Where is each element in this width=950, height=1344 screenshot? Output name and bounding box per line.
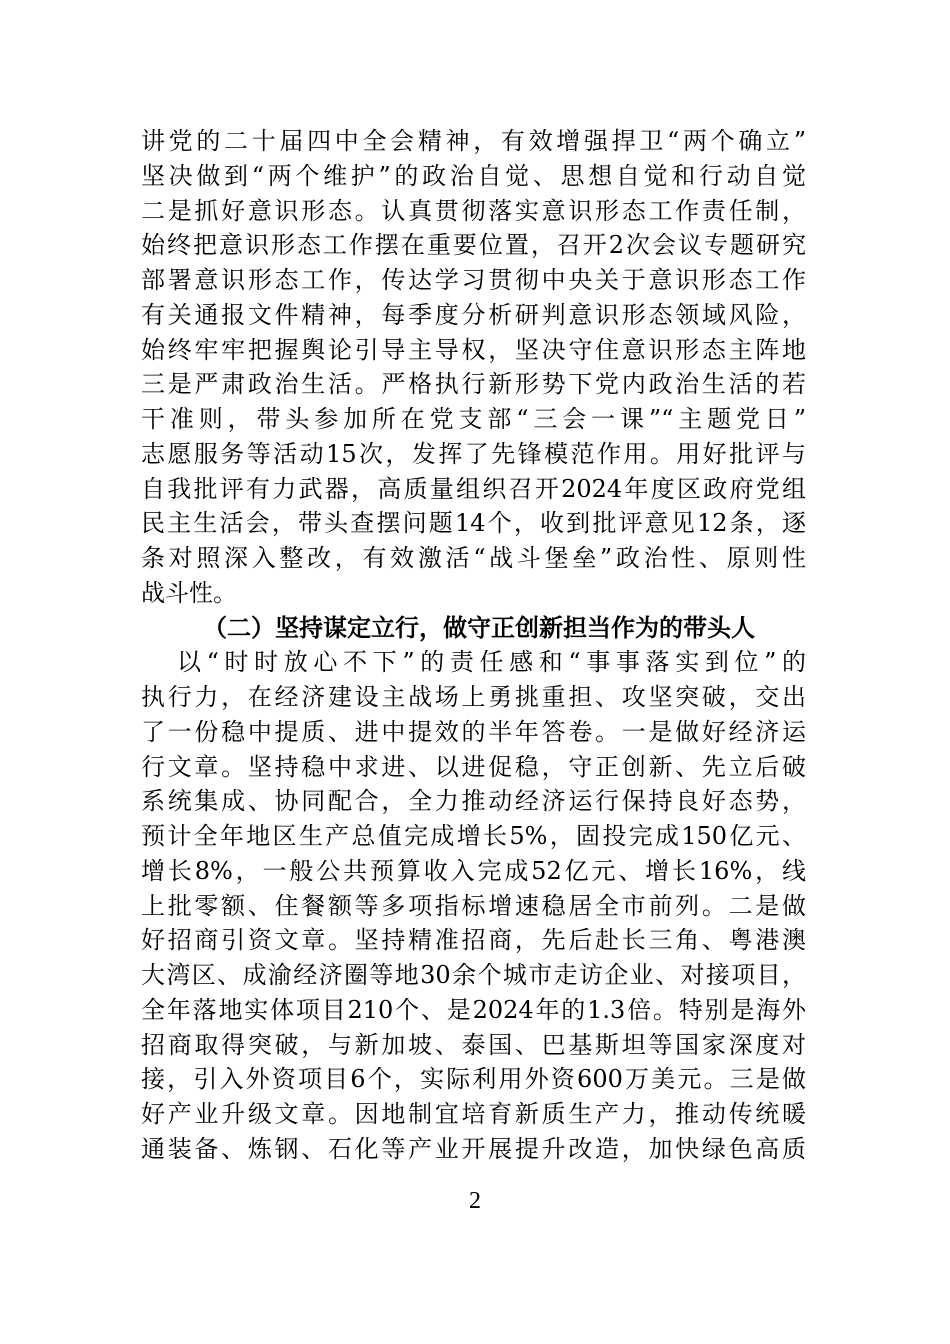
- text-line: 战斗性。: [141, 578, 237, 607]
- text-line: 二是抓好意识形态。认真贯彻落实意识形态工作责任制，: [141, 196, 806, 225]
- text-line: 始终牢牢把握舆论引导主导权，坚决守住意识形态主阵地: [141, 335, 806, 364]
- text-line: 有关通报文件精神，每季度分析研判意识形态领域风险，: [141, 300, 806, 329]
- text-line: 增长8%，一般公共预算收入完成52亿元、增长16%，线: [141, 856, 806, 885]
- page-number: 2: [469, 1188, 481, 1214]
- text-line: 条对照深入整改，有效激活“战斗堡垒”政治性、原则性: [141, 544, 806, 572]
- text-line: 志愿服务等活动15次，发挥了先锋模范作用。用好批评与: [141, 439, 806, 468]
- text-line: 以“时时放心不下”的责任感和“事事落实到位”的: [177, 648, 806, 677]
- body-text: [141, 124, 806, 1167]
- text-line: 预计全年地区生产总值完成增长5%，固投完成150亿元、: [141, 822, 806, 850]
- text-line: 系统集成、协同配合，全力推动经济运行保持良好态势，: [141, 787, 806, 816]
- text-line: 招商取得突破，与新加坡、泰国、巴基斯坦等国家深度对: [141, 1030, 806, 1059]
- text-line: 全年落地实体项目210个、是2024年的1.3倍。特别是海外: [141, 995, 806, 1024]
- text-line: 接，引入外资项目6个，实际利用外资600万美元。三是做: [141, 1065, 806, 1094]
- text-line: 始终把意识形态工作摆在重要位置，召开2次会议专题研究: [141, 231, 806, 260]
- text-line: 执行力，在经济建设主战场上勇挑重担、攻坚突破，交出: [141, 683, 806, 711]
- text-line: 好招商引资文章。坚持精准招商，先后赴长三角、粤港澳: [141, 926, 806, 955]
- text-line: 大湾区、成渝经济圈等地30余个城市走访企业、对接项目，: [141, 961, 806, 989]
- text-line: 上批零额、住餐额等多项指标增速稳居全市前列。二是做: [141, 891, 806, 920]
- section-heading: （二）坚持谋定立行，做守正创新担当作为的带头人: [203, 612, 755, 642]
- text-line: 民主生活会，带头查摆问题14个，收到批评意见12条，逐: [141, 509, 806, 538]
- text-line: 自我批评有力武器，高质量组织召开2024年度区政府党组: [141, 474, 806, 503]
- text-line: 通装备、炼钢、石化等产业开展提升改造，加快绿色高质: [141, 1134, 806, 1163]
- text-line: 部署意识形态工作，传达学习贯彻中央关于意识形态工作: [141, 266, 806, 294]
- text-line: 坚决做到“两个维护”的政治自觉、思想自觉和行动自觉: [141, 161, 806, 190]
- text-line: 干准则，带头参加所在党支部“三会一课”“主题党日”: [141, 405, 806, 433]
- text-line: 讲党的二十届四中全会精神，有效增强捍卫“两个确立”: [141, 127, 806, 155]
- text-line: 了一份稳中提质、进中提效的半年答卷。一是做好经济运: [141, 717, 806, 746]
- text-line: 行文章。坚持稳中求进、以进促稳，守正创新、先立后破: [141, 752, 806, 781]
- text-line: 三是严肃政治生活。严格执行新形势下党内政治生活的若: [141, 370, 806, 399]
- text-line: 好产业升级文章。因地制宜培育新质生产力，推动传统暖: [141, 1100, 806, 1128]
